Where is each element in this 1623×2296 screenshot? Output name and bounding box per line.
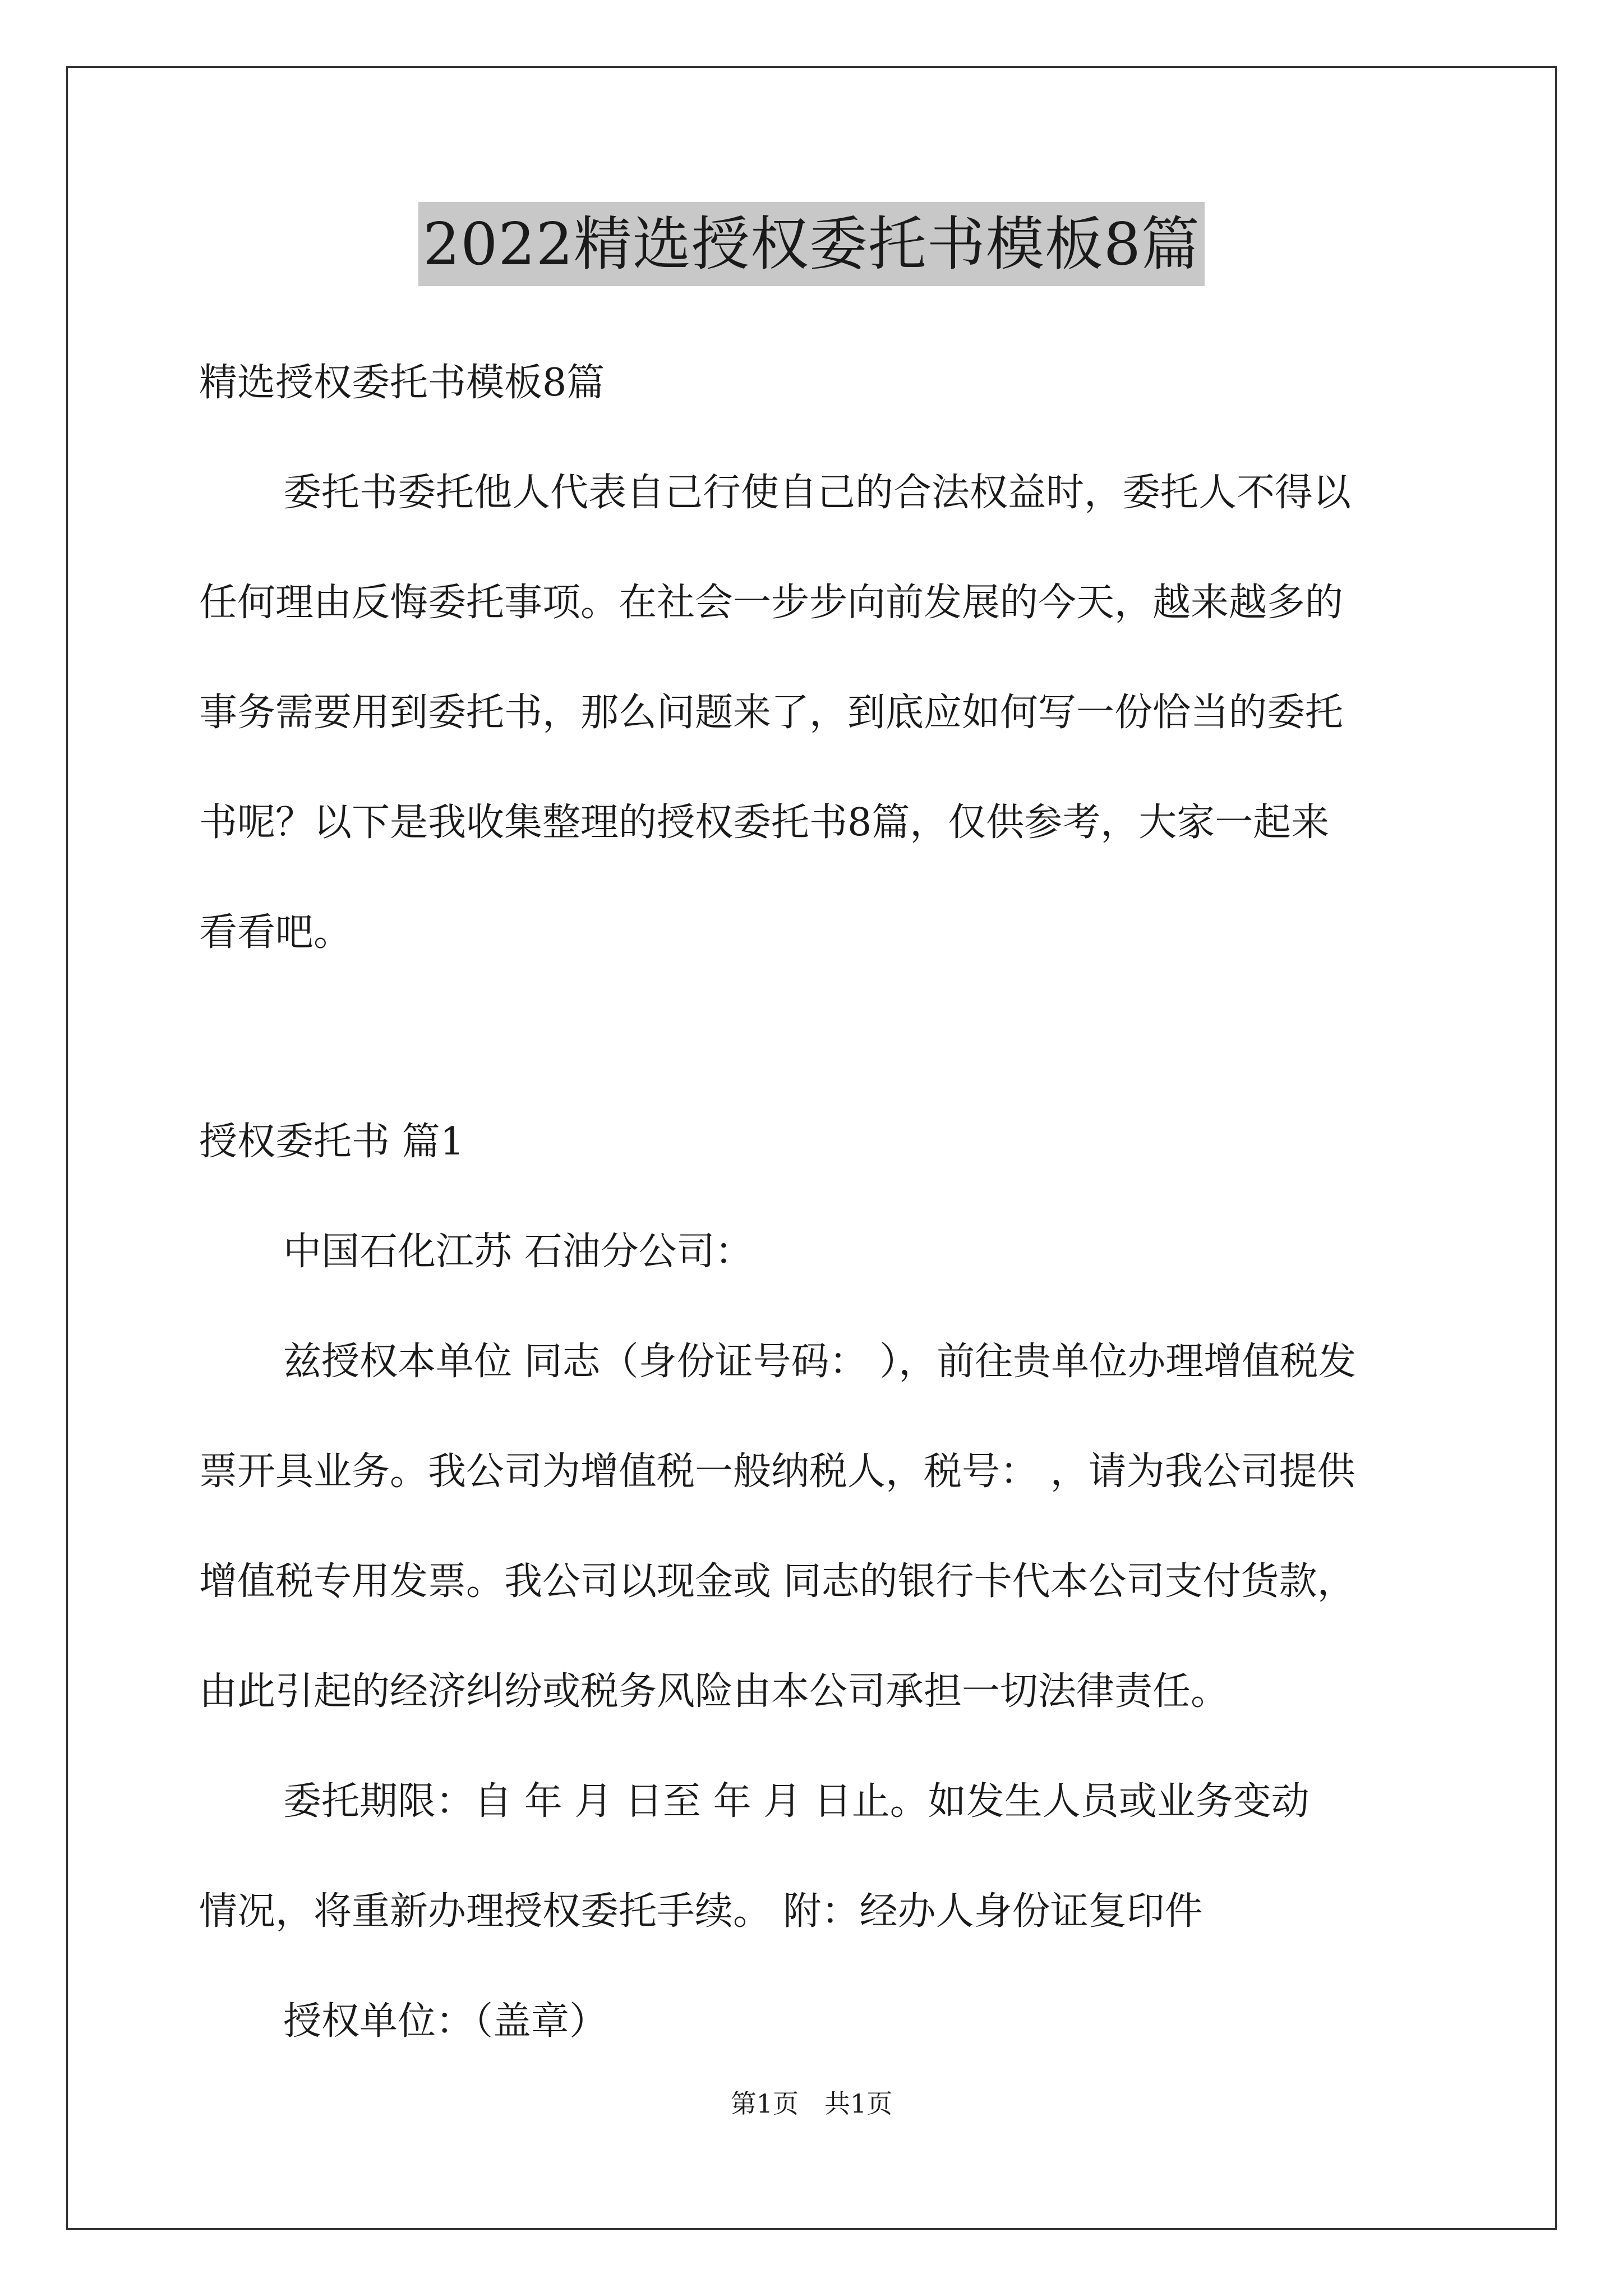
intro-line-3: 事务需要用到委托书，那么问题来了，到底应如何写一份恰当的委托: [199, 691, 1344, 735]
intro-line-4: 书呢？以下是我收集整理的授权委托书8篇，仅供参考，大家一起来: [199, 800, 1330, 845]
intro-line-1: 委托书委托他人代表自己行使自己的合法权益时，委托人不得以: [283, 471, 1352, 515]
title-container: [0, 202, 1623, 286]
body-line-2: 票开具业务。我公司为增值税一般纳税人，税号： ，请为我公司提供: [199, 1450, 1355, 1494]
page-footer: 第1页 共1页: [730, 2088, 893, 2119]
document-title: 2022精选授权委托书模板8篇: [418, 202, 1205, 286]
term-line-1: 委托期限：自 年 月 日至 年 月 日止。如发生人员或业务变动: [283, 1779, 1310, 1824]
intro-line-2: 任何理由反悔委托事项。在社会一步步向前发展的今天，越来越多的: [199, 581, 1344, 625]
signature-line: 授权单位：（盖章）: [283, 1999, 608, 2044]
body-line-1: 兹授权本单位 同志（身份证号码： ），前往贵单位办理增值税发: [283, 1340, 1357, 1384]
subtitle-line: 精选授权委托书模板8篇: [199, 361, 605, 405]
term-line-2: 情况，将重新办理授权委托手续。 附：经办人身份证复印件: [199, 1889, 1203, 1934]
intro-line-5: 看看吧。: [199, 910, 352, 955]
body-line-3: 增值税专用发票。我公司以现金或 同志的银行卡代本公司支付货款，: [199, 1559, 1355, 1604]
section-heading: 授权委托书 篇1: [199, 1120, 464, 1164]
body-line-4: 由此引起的经济纠纷或税务风险由本公司承担一切法律责任。: [199, 1669, 1229, 1714]
addressee-line: 中国石化江苏 石油分公司：: [283, 1230, 753, 1274]
